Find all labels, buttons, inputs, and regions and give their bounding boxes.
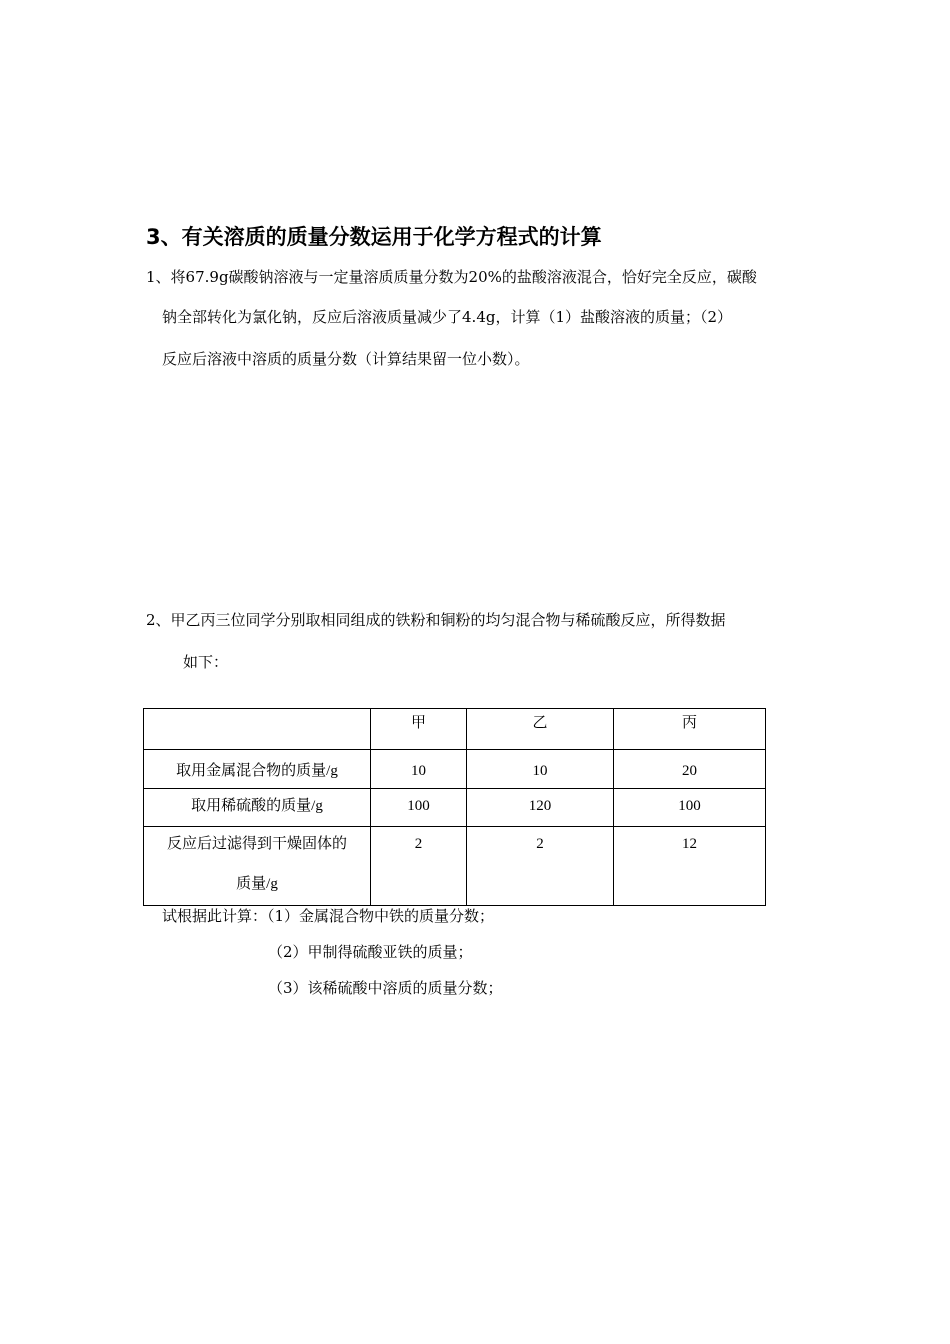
- row-label: [144, 789, 371, 827]
- q2-ask1: 试根据此计算：（1）金属混合物中铁的质量分数；: [162, 907, 495, 925]
- row-label: [144, 750, 371, 789]
- row-label-text: 取用稀硫酸的质量/g: [191, 798, 323, 814]
- table-cell: [371, 827, 467, 906]
- cell-value: 100: [678, 798, 701, 814]
- q2-line1: 2、甲乙丙三位同学分别取相同组成的铁粉和铜粉的均匀混合物与稀硫酸反应，所得数据: [146, 611, 726, 629]
- table-header-jia: 甲: [371, 709, 467, 750]
- data-table: [143, 708, 766, 906]
- table-header-bing: 丙: [614, 709, 766, 750]
- table-row: [144, 750, 766, 789]
- row-label-text: 反应后过滤得到干燥固体的: [166, 836, 347, 852]
- table-header-blank: [144, 709, 371, 750]
- q2-ask2: （2）甲制得硫酸亚铁的质量；: [268, 943, 473, 961]
- q2-ask3: （3）该稀硫酸中溶质的质量分数；: [268, 979, 503, 997]
- table-cell: [614, 827, 766, 906]
- table-row: [144, 827, 766, 906]
- table-cell: [371, 750, 467, 789]
- cell-value: 10: [532, 763, 548, 779]
- table-cell: [467, 789, 614, 827]
- row-label-text-line2: 质量/g: [236, 876, 278, 892]
- cell-value: 100: [407, 798, 430, 814]
- table-header-yi: 乙: [467, 709, 614, 750]
- q1-line3: 反应后溶液中溶质的质量分数（计算结果留一位小数）。: [162, 350, 530, 368]
- table-cell: [467, 827, 614, 906]
- cell-value: 2: [536, 836, 544, 852]
- table-header-row: [144, 709, 766, 750]
- table-cell: [614, 750, 766, 789]
- table-cell: [467, 750, 614, 789]
- table-cell: [614, 789, 766, 827]
- q2-line2: 如下：: [183, 653, 229, 671]
- cell-value: 20: [682, 763, 697, 779]
- cell-value: 2: [414, 836, 423, 852]
- table-row: [144, 789, 766, 827]
- cell-value: 12: [682, 836, 697, 852]
- cell-value: 10: [411, 763, 426, 779]
- table-cell: [371, 789, 467, 827]
- row-label: [144, 827, 371, 906]
- q1-line1: 1、将67.9g碳酸钠溶液与一定量溶质质量分数为20%的盐酸溶液混合，恰好完全反应，碳酸: [146, 268, 757, 286]
- row-label-text: 取用金属混合物的质量/g: [176, 763, 338, 779]
- cell-value: 120: [528, 798, 552, 814]
- q1-line2: 钠全部转化为氯化钠，反应后溶液质量减少了4.4g，计算（1）盐酸溶液的质量；（2）: [162, 308, 733, 326]
- section-title: 3、有关溶质的质量分数运用于化学方程式的计算: [146, 225, 602, 249]
